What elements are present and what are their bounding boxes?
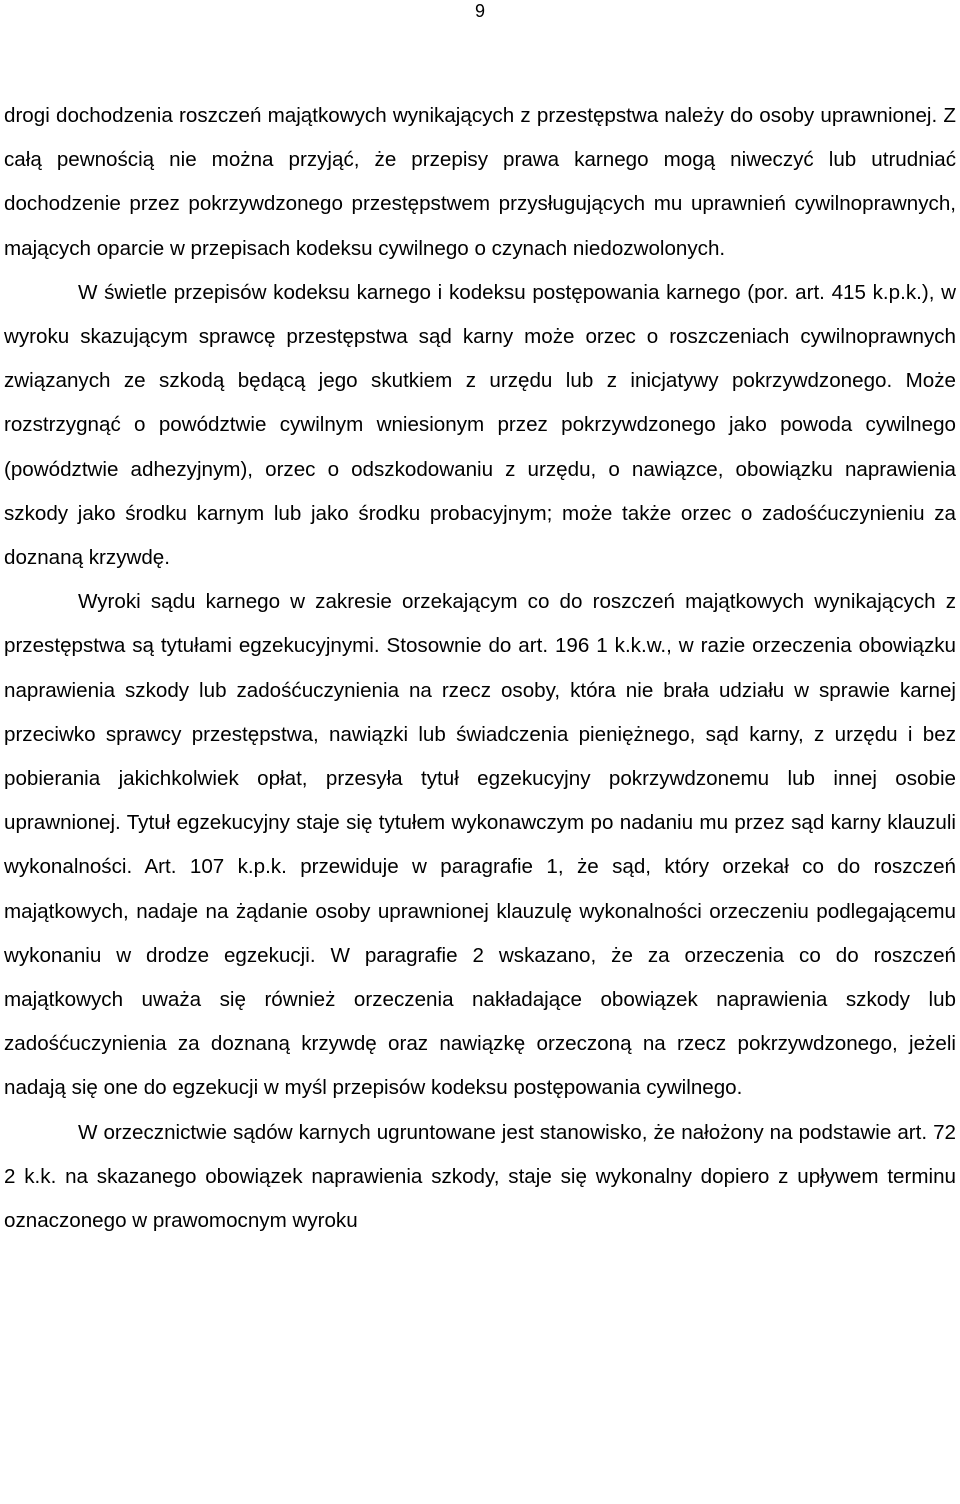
- page-number: 9: [474, 1, 485, 21]
- paragraph-1: drogi dochodzenia roszczeń majątkowych wynikających z przestępstwa należy do osoby uprawnionej. Z całą pewnością nie można przyjąć, że przepisy prawa karnego mogą niweczyć lub utrudniać dochodzenie przez pokrzywdzonego przestępstwem przysługujących mu uprawnień cywilnoprawnych, mających oparcie w przepisach kodeksu cywilnego o czynach niedozwolonych.: [4, 104, 956, 260]
- document-body: [4, 94, 956, 1243]
- paragraph-2: W świetle przepisów kodeksu karnego i kodeksu postępowania karnego (por. art. 415 k.p.k.), w wyroku skazującym sprawcę przestępstwa sąd karny może orzec o roszczeniach cywilnoprawnych związanych ze szkodą będącą jego skutkiem z urzędu lub z inicjatywy pokrzywdzonego. Może rozstrzygnąć o powództwie cywilnym wniesionym przez pokrzywdzonego jako powoda cywilnego (powództwie adhezyjnym), orzec o odszkodowaniu z urzędu, o nawiązce, obowiązku naprawienia szkody jako środku karnym lub jako środku probacyjnym; może także orzec o zadośćuczynieniu za doznaną krzywdę.: [4, 280, 956, 570]
- paragraph-3: Wyroki sądu karnego w zakresie orzekającym co do roszczeń majątkowych wynikających z przestępstwa są tytułami egzekucyjnymi. Stosownie do art. 196 1 k.k.w., w razie orzeczenia obowiązku naprawienia szkody lub zadośćuczynienia na rzecz osoby, która nie brała udziału w sprawie karnej przeciwko sprawcy przestępstwa, nawiązki lub świadczenia pieniężnego, sąd karny, z urzędu i bez pobierania jakichkolwiek opłat, przesyła tytuł egzekucyjny pokrzywdzonemu lub innej osobie uprawnionej. Tytuł egzekucyjny staje się tytułem wykonawczym po nadaniu mu przez sąd karny klauzuli wykonalności. Art. 107 k.p.k. przewiduje w paragrafie 1, że sąd, który orzekał co do roszczeń majątkowych, nadaje na żądanie osoby uprawnionej klauzulę wykonalności orzeczeniu podlegającemu wykonaniu w drodze egzekucji. W paragrafie 2 wskazano, że za orzeczenia co do roszczeń majątkowych uważa się również orzeczenia nakładające obowiązek naprawienia szkody lub zadośćuczynienia za doznaną krzywdę oraz nawiązkę orzeczoną na rzecz pokrzywdzonego, jeżeli nadają się one do egzekucji w myśl przepisów kodeksu postępowania cywilnego.: [4, 590, 956, 1100]
- paragraph-4: W orzecznictwie sądów karnych ugruntowane jest stanowisko, że nałożony na podstawie art. 72 2 k.k. na skazanego obowiązek naprawienia szkody, staje się wykonalny dopiero z upływem terminu oznaczonego w prawomocnym wyroku: [4, 1120, 956, 1233]
